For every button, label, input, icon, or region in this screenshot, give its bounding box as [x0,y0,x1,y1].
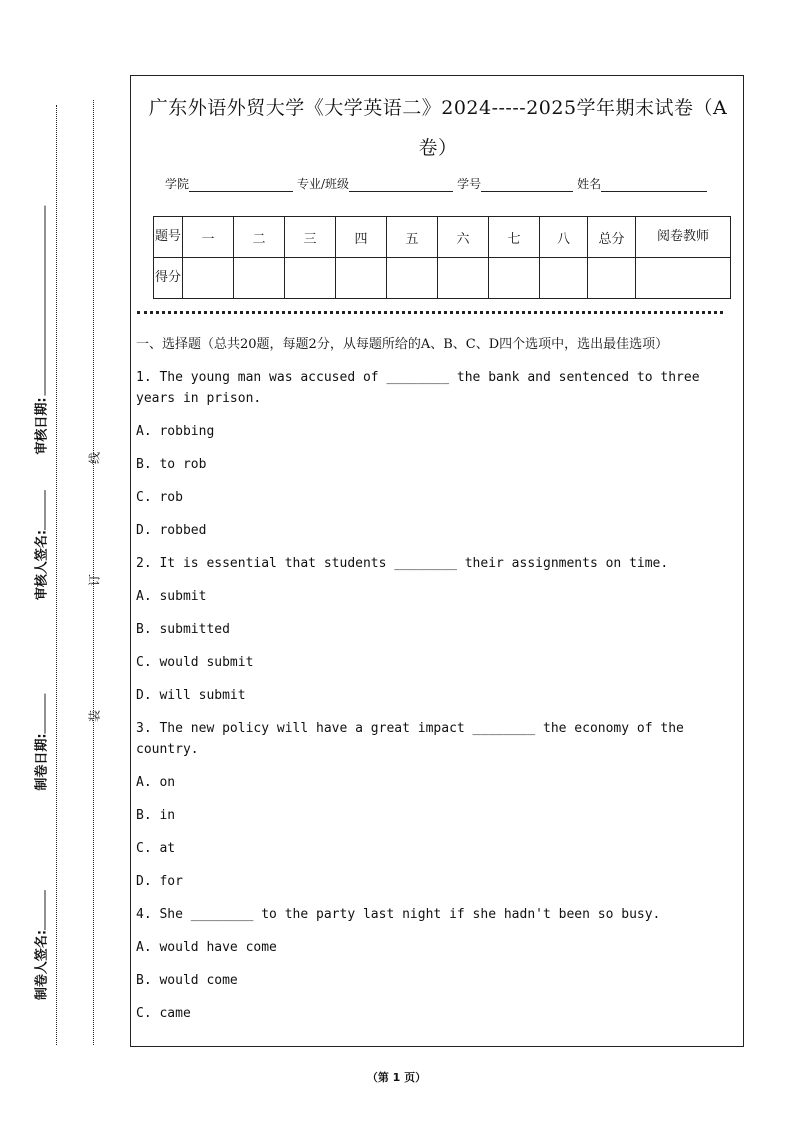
score-cell[interactable] [387,258,438,299]
option: D. robbed [136,523,207,538]
col-header: 二 [234,217,285,258]
row-label-score: 得分 [154,258,183,299]
bind-char-pack: 装 [87,709,102,723]
option: D. will submit [136,688,246,703]
col-header: 七 [489,217,540,258]
option: A. would have come [136,940,277,955]
score-table [153,216,731,299]
option: B. to rob [136,457,207,472]
col-header: 三 [285,217,336,258]
score-cell-grader[interactable] [636,258,731,299]
maker-sign-label: 制卷人签名: [31,890,50,1000]
score-cell[interactable] [438,258,489,299]
score-cell-total[interactable] [588,258,636,299]
question-text: 3. The new policy will have a great impact ________ the economy of the country. [136,721,684,757]
name-field[interactable] [601,177,707,192]
score-table-header-row [154,217,731,258]
option: B. would come [136,973,238,988]
question-text: 1. The young man was accused of ________ the bank and sentenced to three years in prison. [136,370,700,406]
major-field[interactable] [349,177,453,192]
col-header-total: 总分 [588,217,636,258]
option: C. would submit [136,655,254,670]
option: A. on [136,775,176,790]
option: A. robbing [136,424,215,439]
page-footer: （第 1 页） [366,1071,427,1084]
review-date-label: 审核日期: [31,205,50,454]
bind-char-line: 线 [87,451,102,465]
option: C. at [136,841,176,856]
question-text: 2. It is essential that students ________ their assignments on time. [136,556,669,571]
col-header: 五 [387,217,438,258]
right-dotted-line [93,100,94,1045]
college-label: 学院 [165,177,190,191]
left-dotted-line [56,105,57,1045]
reviewer-sign-label: 审核人签名: [31,490,50,600]
option: C. rob [136,490,183,505]
major-label: 专业/班级 [297,177,350,191]
col-header: 四 [336,217,387,258]
option: D. for [136,874,183,889]
question-content [136,334,739,1024]
score-cell[interactable] [183,258,234,299]
bind-char-order: 订 [87,573,102,587]
col-header: 一 [183,217,234,258]
score-cell[interactable] [540,258,588,299]
score-cell[interactable] [489,258,540,299]
score-cell[interactable] [285,258,336,299]
option: B. submitted [136,622,230,637]
option: C. came [136,1006,191,1021]
question-text: 4. She ________ to the party last night if she hadn't been so busy. [136,907,661,922]
id-field[interactable] [481,177,573,192]
student-info-row [165,175,711,192]
score-table-score-row [154,258,731,299]
col-header-grader: 阅卷教师 [636,217,731,258]
col-header: 六 [438,217,489,258]
exam-frame [130,75,744,1047]
name-label: 姓名 [577,177,602,191]
exam-title: 广东外语外贸大学《大学英语二》2024-----2025学年期末试卷（A卷） [148,97,728,159]
id-label: 学号 [457,177,482,191]
score-cell[interactable] [234,258,285,299]
section-heading: 一、选择题（总共20题，每题2分，从每题所给的A、B、C、D四个选项中，选出最佳选项） [136,337,669,352]
score-cell[interactable] [336,258,387,299]
row-label-question-no: 题号 [154,217,183,258]
dotted-separator [137,311,723,314]
option: A. submit [136,589,207,604]
option: B. in [136,808,176,823]
col-header: 八 [540,217,588,258]
make-date-label: 制卷日期: [31,693,50,790]
college-field[interactable] [189,177,293,192]
